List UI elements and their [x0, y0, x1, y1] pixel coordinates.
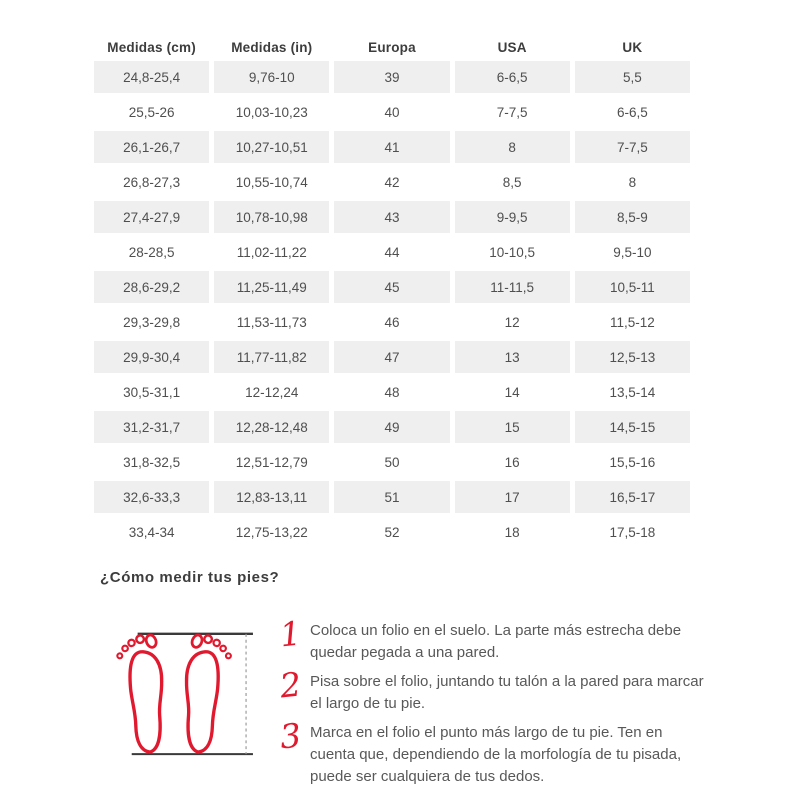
table-cell: 9,76-10 — [214, 61, 329, 93]
table-cell: 14 — [455, 376, 570, 408]
size-table-body — [94, 61, 690, 548]
table-cell: 10,03-10,23 — [214, 96, 329, 128]
table-cell: 17,5-18 — [575, 516, 690, 548]
measure-steps — [278, 613, 710, 795]
table-cell: 14,5-15 — [575, 411, 690, 443]
header-row — [94, 36, 690, 58]
table-cell: 11,5-12 — [575, 306, 690, 338]
measure-step — [278, 715, 710, 788]
table-cell: 11,02-11,22 — [214, 236, 329, 268]
table-cell: 12,5-13 — [575, 341, 690, 373]
table-cell: 16,5-17 — [575, 481, 690, 513]
left-footprint — [116, 633, 168, 754]
table-cell: 47 — [334, 341, 449, 373]
table-cell: 13,5-14 — [575, 376, 690, 408]
table-row — [94, 481, 690, 513]
step-text: Coloca un folio en el suelo. La parte más estrecha debe quedar pegada a una pared. — [310, 622, 682, 661]
table-row — [94, 96, 690, 128]
table-cell: 43 — [334, 201, 449, 233]
measure-heading: ¿Cómo medir tus pies? — [100, 569, 280, 586]
table-cell: 26,8-27,3 — [94, 166, 209, 198]
feet-measuring-diagram — [102, 624, 260, 767]
table-cell: 28,6-29,2 — [94, 271, 209, 303]
table-cell: 11,77-11,82 — [214, 341, 329, 373]
column-header: Europa — [334, 36, 449, 58]
table-cell: 25,5-26 — [94, 96, 209, 128]
table-row — [94, 306, 690, 338]
table-row — [94, 341, 690, 373]
table-cell: 42 — [334, 166, 449, 198]
table-cell: 12,75-13,22 — [214, 516, 329, 548]
table-cell: 12,51-12,79 — [214, 446, 329, 478]
table-cell: 52 — [334, 516, 449, 548]
table-cell: 26,1-26,7 — [94, 131, 209, 163]
table-cell: 46 — [334, 306, 449, 338]
table-cell: 9,5-10 — [575, 236, 690, 268]
table-cell: 6-6,5 — [575, 96, 690, 128]
table-row — [94, 201, 690, 233]
table-cell: 5,5 — [575, 61, 690, 93]
table-cell: 49 — [334, 411, 449, 443]
table-cell: 12,83-13,11 — [214, 481, 329, 513]
table-cell: 12-12,24 — [214, 376, 329, 408]
table-cell: 7-7,5 — [455, 96, 570, 128]
step-text: Pisa sobre el folio, juntando tu talón a la pared para marcar el largo de tu pie. — [310, 673, 704, 712]
table-cell: 12,28-12,48 — [214, 411, 329, 443]
step-text: Marca en el folio el punto más largo de tu pie. Ten en cuenta que, dependiendo de la morfología de tu pisada, puede ser cualquiera de tus dedos. — [310, 724, 682, 785]
table-row — [94, 446, 690, 478]
step-number: 1 — [278, 613, 303, 655]
table-cell: 6-6,5 — [455, 61, 570, 93]
table-cell: 39 — [334, 61, 449, 93]
table-cell: 17 — [455, 481, 570, 513]
table-row — [94, 271, 690, 303]
table-cell: 30,5-31,1 — [94, 376, 209, 408]
table-cell: 40 — [334, 96, 449, 128]
table-cell: 27,4-27,9 — [94, 201, 209, 233]
table-cell: 28-28,5 — [94, 236, 209, 268]
table-cell: 24,8-25,4 — [94, 61, 209, 93]
size-table — [89, 33, 695, 551]
table-row — [94, 516, 690, 548]
table-cell: 12 — [455, 306, 570, 338]
table-cell: 33,4-34 — [94, 516, 209, 548]
table-cell: 15,5-16 — [575, 446, 690, 478]
table-cell: 7-7,5 — [575, 131, 690, 163]
right-footprint — [180, 633, 232, 754]
table-cell: 10,27-10,51 — [214, 131, 329, 163]
table-cell: 31,2-31,7 — [94, 411, 209, 443]
table-cell: 29,3-29,8 — [94, 306, 209, 338]
table-row — [94, 411, 690, 443]
table-cell: 8 — [455, 131, 570, 163]
table-cell: 41 — [334, 131, 449, 163]
table-cell: 45 — [334, 271, 449, 303]
table-cell: 50 — [334, 446, 449, 478]
table-row — [94, 166, 690, 198]
table-cell: 31,8-32,5 — [94, 446, 209, 478]
measure-step — [278, 664, 710, 715]
column-header: USA — [455, 36, 570, 58]
table-cell: 51 — [334, 481, 449, 513]
step-number: 3 — [278, 715, 303, 757]
column-header: Medidas (cm) — [94, 36, 209, 58]
table-cell: 13 — [455, 341, 570, 373]
size-table-header — [94, 36, 690, 58]
column-header: UK — [575, 36, 690, 58]
table-cell: 10,55-10,74 — [214, 166, 329, 198]
table-row — [94, 236, 690, 268]
table-cell: 44 — [334, 236, 449, 268]
measure-step — [278, 613, 710, 664]
table-cell: 9-9,5 — [455, 201, 570, 233]
table-cell: 15 — [455, 411, 570, 443]
table-cell: 48 — [334, 376, 449, 408]
table-row — [94, 376, 690, 408]
table-cell: 11,53-11,73 — [214, 306, 329, 338]
table-cell: 29,9-30,4 — [94, 341, 209, 373]
table-cell: 10,5-11 — [575, 271, 690, 303]
table-cell: 16 — [455, 446, 570, 478]
table-cell: 8,5-9 — [575, 201, 690, 233]
table-cell: 11,25-11,49 — [214, 271, 329, 303]
table-cell: 10,78-10,98 — [214, 201, 329, 233]
column-header: Medidas (in) — [214, 36, 329, 58]
table-cell: 32,6-33,3 — [94, 481, 209, 513]
feet-diagram-svg — [102, 624, 260, 762]
table-cell: 10-10,5 — [455, 236, 570, 268]
step-number: 2 — [278, 664, 303, 706]
table-cell: 8 — [575, 166, 690, 198]
table-cell: 11-11,5 — [455, 271, 570, 303]
table-row — [94, 61, 690, 93]
table-row — [94, 131, 690, 163]
table-cell: 8,5 — [455, 166, 570, 198]
table-cell: 18 — [455, 516, 570, 548]
measure-section — [102, 613, 800, 795]
